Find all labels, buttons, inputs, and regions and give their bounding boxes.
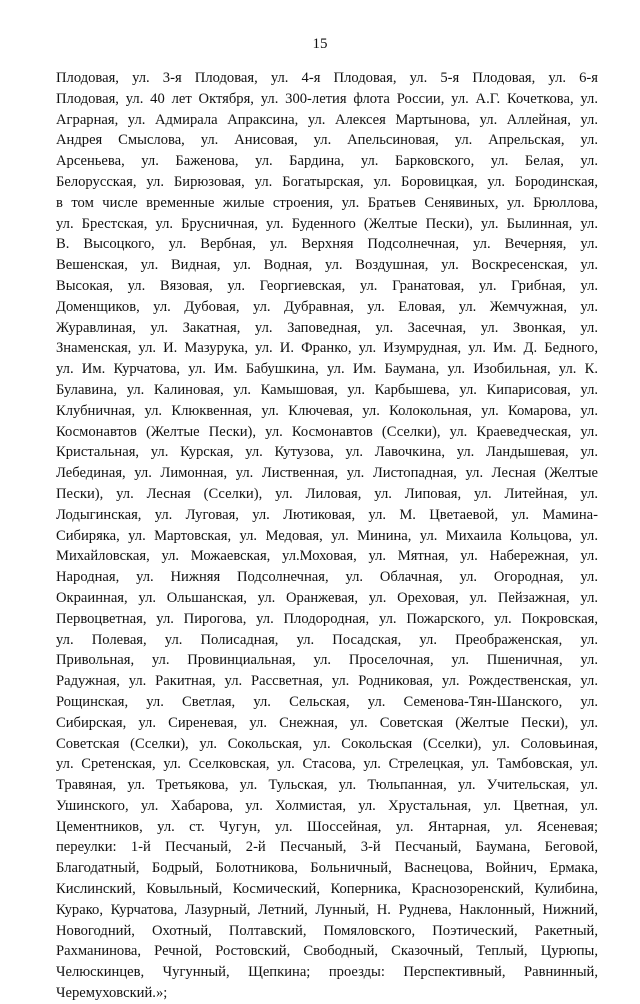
text-line: Плодовая, ул. 3-я Плодовая, ул. 4-я Плодовая, ул. 5-я Плодовая, ул. 6-я [56,70,598,86]
text-line: Окраинная, ул. Ольшанская, ул. Оранжевая, ул. Ореховая, ул. Пейзажная, ул. [56,589,598,606]
text-line: Благодатный, Бодрый, Болотникова, Больничный, Васнецова, Войнич, Ермака, [56,860,598,877]
text-line: Андрея Смыслова, ул. Анисовая, ул. Апельсиновая, ул. Апрельская, ул. [56,132,598,149]
street-list-text [56,68,598,1004]
text-line: Сибирская, ул. Сиреневая, ул. Снежная, ул. Советская (Желтые Пески), ул. [56,714,598,731]
text-line: Вешенская, ул. Видная, ул. Водная, ул. Воздушная, ул. Воскресенская, ул. [56,257,598,274]
text-line: Аграрная, ул. Адмирала Апраксина, ул. Алексея Мартынова, ул. Аллейная, ул. [56,111,598,128]
text-line: Рахманинова, Речной, Ростовский, Свободный, Сказочный, Теплый, Цурюпы, [56,943,598,960]
text-line: Травяная, ул. Третьякова, ул. Тульская, ул. Тюльпанная, ул. Учительская, ул. [56,777,598,794]
text-line: Доменщиков, ул. Дубовая, ул. Дубравная, ул. Еловая, ул. Жемчужная, ул. [56,298,598,315]
text-line: Черемуховский.»; [56,985,168,1002]
text-line: Цементников, ул. ст. Чугун, ул. Шоссейная, ул. Янтарная, ул. Ясеневая; [56,818,598,835]
text-line: Журавлиная, ул. Закатная, ул. Заповедная, ул. Засечная, ул. Звонкая, ул. [56,319,598,336]
text-line: Кристальная, ул. Курская, ул. Кутузова, ул. Лавочкина, ул. Ландышевая, ул. [56,444,598,461]
text-line: Высокая, ул. Вязовая, ул. Георгиевская, ул. Гранатовая, ул. Грибная, ул. [56,277,598,294]
text-line: Челюскинцев, Чугунный, Щепкина; проезды: Перспективный, Равнинный, [56,964,598,981]
text-line: Белорусская, ул. Бирюзовая, ул. Богатырская, ул. Боровицкая, ул. Бородинская, [56,173,598,190]
text-line: Клубничная, ул. Клюквенная, ул. Ключевая, ул. Колокольная, ул. Комарова, ул. [56,402,598,419]
text-line: Михайловская, ул. Можаевская, ул.Моховая, ул. Мятная, ул. Набережная, ул. [56,548,598,565]
text-line: в том числе временные жилые строения, ул. Братьев Сенявиных, ул. Брюллова, [56,194,598,211]
text-line: В. Высоцкого, ул. Вербная, ул. Верхняя Подсолнечная, ул. Вечерняя, ул. [56,236,598,253]
text-line: Курако, Курчатова, Лазурный, Летний, Лунный, Н. Руднева, Наклонный, Нижний, [56,901,598,918]
text-line: Первоцветная, ул. Пирогова, ул. Плодородная, ул. Пожарского, ул. Покровская, [56,610,598,627]
text-line: ул. Брестская, ул. Брусничная, ул. Буденного (Желтые Пески), ул. Былинная, ул. [56,215,598,232]
text-line: Арсеньева, ул. Баженова, ул. Бардина, ул. Барковского, ул. Белая, ул. [56,153,598,170]
text-line: Пески), ул. Лесная (Сселки), ул. Лиловая, ул. Липовая, ул. Литейная, ул. [56,485,598,502]
text-line: Лебединая, ул. Лимонная, ул. Лиственная, ул. Листопадная, ул. Лесная (Желтые [56,465,598,482]
text-line: Кислинский, Ковыльный, Космический, Коперника, Краснозоренский, Кулибина, [56,881,598,898]
text-line: Лодыгинская, ул. Луговая, ул. Лютиковая, ул. М. Цветаевой, ул. Мамина- [56,506,598,523]
text-line: Радужная, ул. Ракитная, ул. Рассветная, ул. Родниковая, ул. Рождественская, ул. [56,673,598,690]
text-line: Рощинская, ул. Светлая, ул. Сельская, ул. Семенова-Тян-Шанского, ул. [56,693,598,710]
text-line: Привольная, ул. Провинциальная, ул. Проселочная, ул. Пшеничная, ул. [56,652,598,669]
page-number: 15 [312,36,328,52]
text-line: ул. Им. Курчатова, ул. Им. Бабушкина, ул. Им. Баумана, ул. Изобильная, ул. К. [56,361,598,378]
text-line: Булавина, ул. Калиновая, ул. Камышовая, ул. Карбышева, ул. Кипарисовая, ул. [56,381,598,398]
text-line: ул. Полевая, ул. Полисадная, ул. Посадская, ул. Преображенская, ул. [56,631,598,648]
text-line: Новогодний, Охотный, Полтавский, Помяловского, Поэтический, Ракетный, [56,922,598,939]
text-line: Знаменская, ул. И. Мазурука, ул. И. Франко, ул. Изумрудная, ул. Им. Д. Бедного, [56,340,598,357]
text-line: Советская (Сселки), ул. Сокольская, ул. Сокольская (Сселки), ул. Соловьиная, [56,735,598,752]
text-line: Космонавтов (Желтые Пески), ул. Космонавтов (Сселки), ул. Краеведческая, ул. [56,423,598,440]
text-line: Плодовая, ул. 40 лет Октября, ул. 300-летия флота России, ул. А.Г. Кочеткова, ул. [56,90,598,107]
text-line: Сибиряка, ул. Мартовская, ул. Медовая, ул. Минина, ул. Михаила Кольцова, ул. [56,527,598,544]
text-line: Народная, ул. Нижняя Подсолнечная, ул. Облачная, ул. Огородная, ул. [56,569,598,586]
text-line: ул. Сретенская, ул. Сселковская, ул. Стасова, ул. Стрелецкая, ул. Тамбовская, ул. [56,756,598,773]
text-line: Ушинского, ул. Хабарова, ул. Холмистая, ул. Хрустальная, ул. Цветная, ул. [56,797,598,814]
text-line: переулки: 1-й Песчаный, 2-й Песчаный, 3-й Песчаный, Баумана, Беговой, [56,839,598,856]
